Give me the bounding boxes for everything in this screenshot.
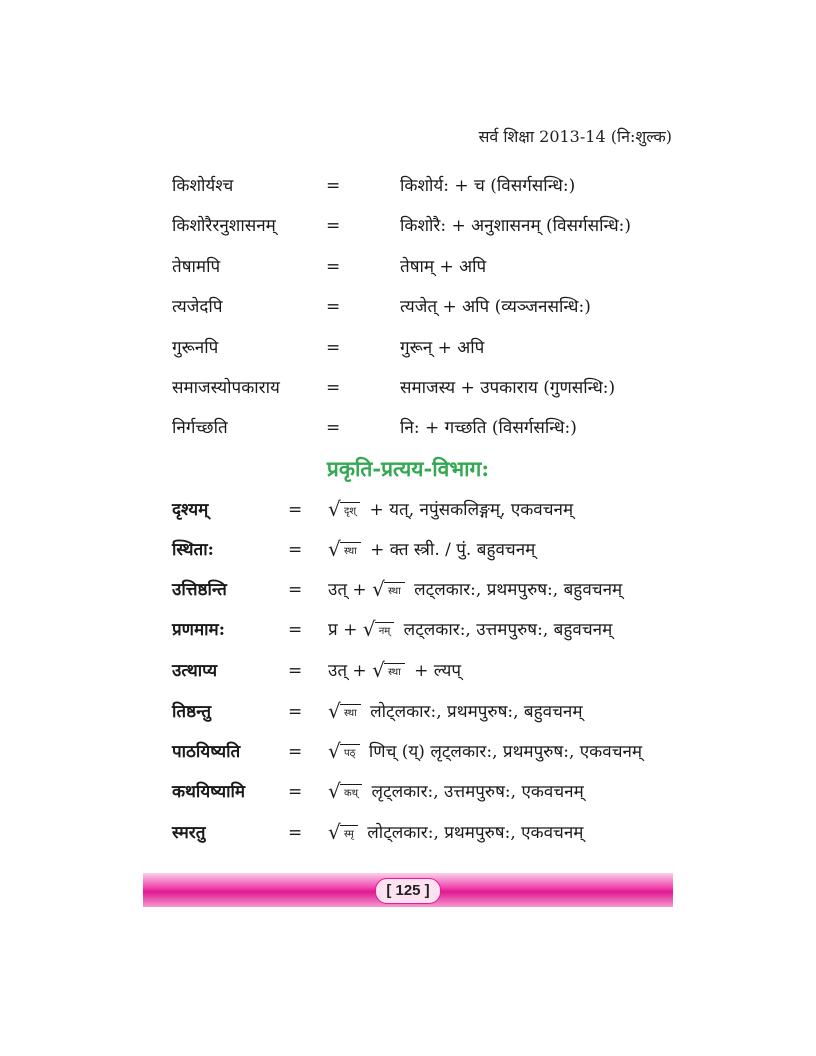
prefix: उत् +: [328, 661, 367, 681]
equals-sign: =: [326, 378, 341, 398]
analysis-word: कथयिष्यामि: [172, 782, 246, 802]
equals-sign: =: [288, 702, 303, 722]
verb-root: [328, 738, 360, 765]
equals-sign: =: [288, 661, 303, 681]
verb-root: [328, 698, 361, 725]
analysis-word: उत्थाप्य: [172, 661, 218, 681]
analysis-word: प्रणमाम:: [172, 620, 225, 640]
equals-sign: =: [288, 540, 303, 560]
sandhi-word: त्यजेदपि: [172, 297, 223, 317]
radical-icon: √: [372, 576, 385, 601]
analysis-text: [328, 817, 583, 849]
analysis-row: [172, 655, 692, 687]
equals-sign: =: [326, 176, 341, 196]
section-heading: प्रकृति-प्रत्यय-विभाग:: [326, 456, 490, 481]
sandhi-split: नि: + गच्छति (विसर्गसन्धि:): [400, 418, 577, 438]
analysis-text: [328, 776, 584, 808]
equals-sign: =: [326, 297, 341, 317]
equals-sign: =: [288, 742, 303, 762]
verb-root: [328, 496, 360, 523]
sandhi-split: समाजस्य + उपकाराय (गुणसन्धि:): [400, 378, 616, 398]
equals-sign: =: [288, 500, 303, 520]
sandhi-row: [172, 333, 672, 363]
analysis-word: पाठयिष्यति: [172, 742, 241, 762]
analysis-row: [172, 574, 692, 606]
verb-root: [328, 819, 358, 846]
analysis-word: स्मरतु: [172, 823, 206, 843]
radical-icon: √: [362, 616, 376, 641]
suffix-description: + ल्यप्: [414, 661, 462, 681]
verb-root: [328, 778, 362, 805]
sandhi-split: त्यजेत् + अपि (व्यञ्जनसन्धि:): [400, 297, 591, 317]
root-text: स्था: [384, 663, 405, 682]
sandhi-split: गुरून् + अपि: [400, 338, 485, 358]
analysis-row: [172, 614, 692, 646]
equals-sign: =: [288, 620, 303, 640]
equals-sign: =: [288, 782, 303, 802]
analysis-text: [328, 534, 535, 566]
verb-root: [372, 657, 405, 684]
root-text: स्था: [384, 582, 405, 601]
analysis-row: [172, 736, 692, 768]
root-text: स्था: [340, 542, 361, 561]
page-header: सर्व शिक्षा 2013-14 (नि:शुल्क): [478, 127, 672, 146]
suffix-description: लट्लकार:, प्रथमपुरुष:, बहुवचनम्: [414, 580, 623, 600]
radical-icon: √: [328, 496, 341, 521]
page-number: [ 125 ]: [375, 878, 441, 904]
root-text: पठ्: [340, 744, 360, 763]
suffix-description: + यत्, नपुंसकलिङ्गम्, एकवचनम्: [369, 500, 574, 520]
suffix-description: लोट्लकार:, प्रथमपुरुष:, बहुवचनम्: [370, 702, 583, 722]
prefix: प्र +: [328, 620, 358, 640]
analysis-word: स्थिता:: [172, 540, 214, 560]
sandhi-word: निर्गच्छति: [172, 418, 228, 438]
analysis-text: [328, 696, 583, 728]
verb-root: [328, 536, 361, 563]
sandhi-row: [172, 171, 672, 201]
suffix-description: लट्लकार:, उत्तमपुरुष:, बहुवचनम्: [403, 620, 613, 640]
root-text: स्मृ: [340, 825, 358, 844]
sandhi-word: किशोर्यश्च: [172, 176, 234, 196]
analysis-word: दृश्यम्: [172, 500, 209, 520]
analysis-row: [172, 534, 692, 566]
suffix-description: + क्त स्त्री. / पुं. बहुवचनम्: [370, 540, 536, 560]
analysis-text: [328, 614, 612, 646]
sandhi-row: [172, 252, 672, 282]
sandhi-split: तेषाम् + अपि: [400, 257, 487, 277]
equals-sign: =: [326, 216, 341, 236]
analysis-word: तिष्ठन्तु: [172, 702, 212, 722]
prefix: उत् +: [328, 580, 367, 600]
sandhi-split: किशोर्य: + च (विसर्गसन्धि:): [400, 176, 576, 196]
analysis-row: [172, 696, 692, 728]
sandhi-split: किशोरै: + अनुशासनम् (विसर्गसन्धि:): [400, 216, 632, 236]
suffix-description: लृट्लकार:, उत्तमपुरुष:, एकवचनम्: [371, 782, 584, 802]
root-text: नम्: [375, 622, 395, 641]
radical-icon: √: [372, 657, 385, 682]
analysis-text: [328, 494, 573, 526]
sandhi-word: गुरूनपि: [172, 338, 219, 358]
sandhi-row: [172, 292, 672, 322]
verb-root: [372, 576, 405, 603]
sandhi-word: किशोरैरनुशासनम्: [172, 216, 276, 236]
analysis-text: [328, 574, 622, 606]
equals-sign: =: [326, 418, 341, 438]
sandhi-row: [172, 373, 672, 403]
sandhi-word: तेषामपि: [172, 257, 221, 277]
analysis-row: [172, 776, 692, 808]
radical-icon: √: [328, 778, 341, 803]
sandhi-row: [172, 413, 672, 443]
suffix-description: णिच् (य्) लृट्लकार:, प्रथमपुरुष:, एकवचनम्: [368, 742, 643, 762]
analysis-text: [328, 736, 642, 768]
analysis-row: [172, 817, 692, 849]
equals-sign: =: [288, 580, 303, 600]
analysis-row: [172, 494, 692, 526]
radical-icon: √: [328, 738, 341, 763]
equals-sign: =: [326, 257, 341, 277]
equals-sign: =: [288, 823, 303, 843]
verb-root: [362, 616, 395, 643]
analysis-word: उत्तिष्ठन्ति: [172, 580, 227, 600]
analysis-text: [328, 655, 461, 687]
equals-sign: =: [326, 338, 341, 358]
radical-icon: √: [328, 536, 341, 561]
radical-icon: √: [328, 819, 341, 844]
root-text: कथ्: [340, 784, 362, 803]
root-text: दृश्: [340, 502, 360, 521]
root-text: स्था: [340, 704, 361, 723]
suffix-description: लोट्लकार:, प्रथमपुरुष:, एकवचनम्: [367, 823, 584, 843]
sandhi-row: [172, 211, 672, 241]
radical-icon: √: [328, 698, 341, 723]
sandhi-word: समाजस्योपकाराय: [172, 378, 280, 398]
